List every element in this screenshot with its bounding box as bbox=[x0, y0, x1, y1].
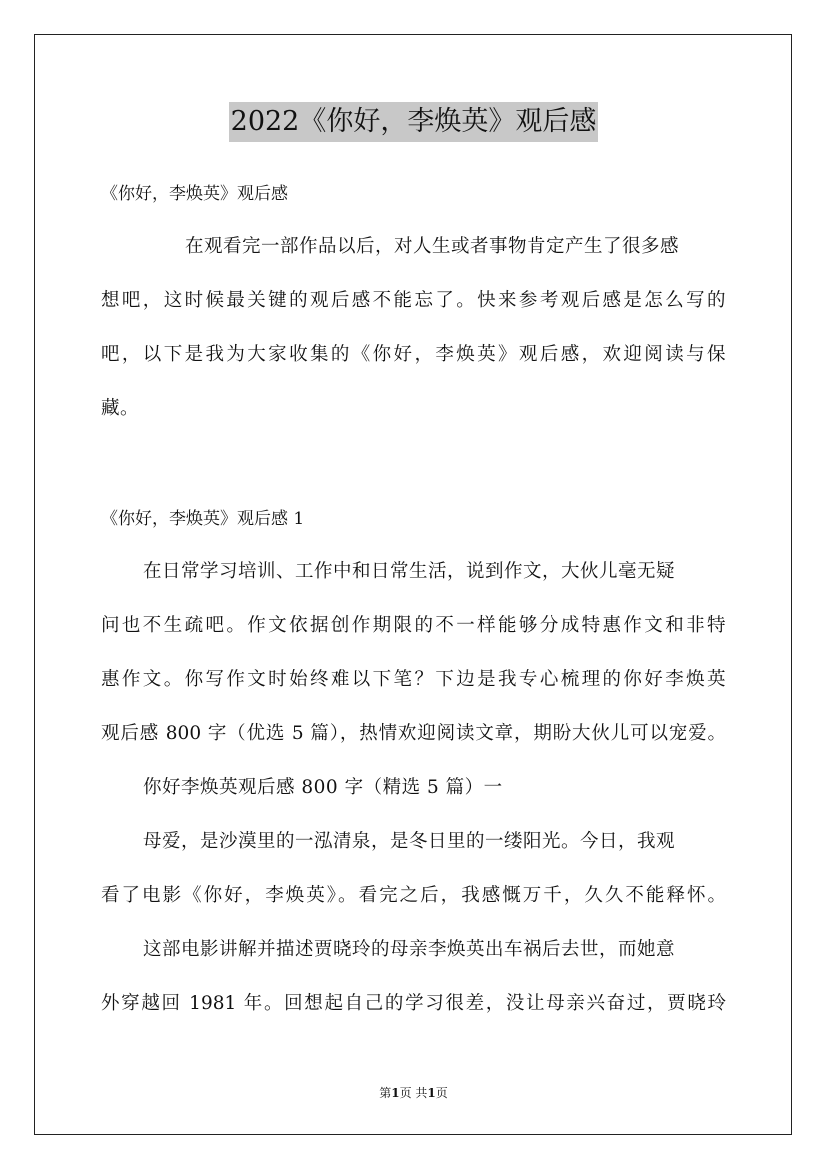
body-line-3: 惠作文。你写作文时始终难以下笔？下边是我专心梳理的你好李焕英 bbox=[101, 669, 726, 690]
footer-prefix: 第 bbox=[379, 1086, 392, 1100]
body-line-7: 看了电影《你好，李焕英》。看完之后，我感慨万千，久久不能释怀。 bbox=[101, 885, 726, 906]
footer-page-total: 1 bbox=[427, 1086, 436, 1100]
section-heading: 《你好，李焕英》观后感 1 bbox=[101, 509, 305, 529]
body-line-6: 母爱，是沙漠里的一泓清泉，是冬日里的一缕阳光。今日，我观 bbox=[143, 831, 676, 852]
intro-line-4: 藏。 bbox=[101, 398, 140, 419]
document-subtitle: 《你好，李焕英》观后感 bbox=[101, 184, 288, 204]
intro-line-1: 在观看完一部作品以后，对人生或者事物肯定产生了很多感 bbox=[185, 236, 680, 257]
page-footer bbox=[0, 1084, 827, 1101]
document-title: 2022《你好，李焕英》观后感 bbox=[229, 102, 599, 142]
intro-line-3: 吧，以下是我为大家收集的《你好，李焕英》观后感，欢迎阅读与保 bbox=[101, 344, 726, 365]
body-line-9: 外穿越回 1981 年。回想起自己的学习很差，没让母亲兴奋过，贾晓玲 bbox=[101, 993, 726, 1014]
body-line-1: 在日常学习培训、工作中和日常生活，说到作文，大伙儿毫无疑 bbox=[143, 561, 676, 582]
footer-page-current: 1 bbox=[391, 1086, 400, 1100]
body-line-5: 你好李焕英观后感 800 字（精选 5 篇）一 bbox=[143, 777, 503, 798]
body-line-4: 观后感 800 字（优选 5 篇），热情欢迎阅读文章，期盼大伙儿可以宠爱。 bbox=[101, 723, 726, 744]
intro-line-2: 想吧，这时候最关键的观后感不能忘了。快来参考观后感是怎么写的 bbox=[101, 290, 726, 311]
footer-suffix: 页 bbox=[435, 1086, 448, 1100]
body-line-8: 这部电影讲解并描述贾晓玲的母亲李焕英出车祸后去世，而她意 bbox=[143, 939, 676, 960]
footer-mid: 页 共 bbox=[399, 1086, 428, 1100]
title-container bbox=[0, 102, 827, 142]
body-line-2: 问也不生疏吧。作文依据创作期限的不一样能够分成特惠作文和非特 bbox=[101, 615, 726, 636]
